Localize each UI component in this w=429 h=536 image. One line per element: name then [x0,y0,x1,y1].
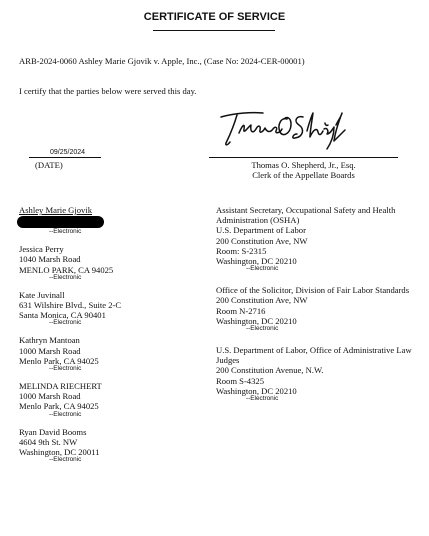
party-name: Assistant Secretary, Occupational Safety and Health Administration (OSHA) [216,205,396,226]
party-city: Menlo Park, CA 94025 [19,355,99,366]
party-entry [19,205,209,235]
date-label: (DATE) [35,160,63,170]
party-entry [19,335,209,372]
party-address: 200 Constitution Ave, NW [216,295,308,306]
party-address: 200 Constitution Ave, NW [216,235,308,246]
party-entry [19,427,209,464]
party-room: Room: S-2315 [216,245,267,256]
service-method: --Electronic [246,325,279,333]
party-entry [19,244,209,281]
page-title: CERTIFICATE OF SERVICE [143,11,286,23]
service-method: --Electronic [246,395,279,403]
party-city: Washington, DC 20210 [216,315,297,326]
date-line [29,157,101,158]
service-method: --Electronic [246,265,279,273]
party-address: 200 Constitution Avenue, N.W. [216,365,324,376]
party-name: Kathryn Mantoan [19,335,80,346]
service-method: --Electronic [49,456,82,464]
party-entry [216,205,416,272]
party-city: Menlo Park, CA 94025 [19,401,99,412]
party-entry [19,290,209,327]
party-entry [216,345,416,402]
party-address: 1000 Marsh Road [19,391,81,402]
party-name: Ryan David Booms [19,426,87,437]
signature-line [209,157,398,158]
handwritten-signature [217,107,347,153]
party-room: Room S-4325 [216,375,264,386]
party-name: Kate Juvinall [19,289,65,300]
signer-block [209,160,398,180]
service-method: --Electronic [49,228,82,236]
party-address: 1000 Marsh Road [19,345,81,356]
party-entry [19,381,209,418]
signer-title: Clerk of the Appellate Boards [252,170,355,181]
service-method: --Electronic [49,273,82,281]
party-address: 1040 Marsh Road [19,254,81,265]
service-method: --Electronic [49,365,82,373]
party-address: 631 Wilshire Blvd., Suite 2-C [19,300,122,311]
signer-name: Thomas O. Shepherd, Jr., Esq. [251,160,356,170]
party-room: Room N-2716 [216,305,266,316]
service-method: --Electronic [49,319,82,327]
party-city: Washington, DC 20011 [19,447,100,458]
party-name: U.S. Department of Labor, Office of Administrative Law Judges [216,345,412,366]
redaction-block [17,216,104,228]
party-entry [216,285,416,332]
service-method: --Electronic [49,410,82,418]
title-underline [153,30,275,31]
case-line: ARB-2024-0060 Ashley Marie Gjovik v. Apple, Inc., (Case No: 2024-CER-00001) [19,56,305,66]
party-name: Jessica Perry [19,244,64,255]
service-list-left [19,205,209,472]
party-department: U.S. Department of Labor [216,225,306,236]
party-name: MELINDA RIECHERT [19,381,102,392]
party-city: MENLO PARK, CA 94025 [19,264,114,275]
party-city: Washington, DC 20210 [216,256,297,267]
party-city: Washington, DC 20210 [216,385,297,396]
party-city: Santa Monica, CA 90401 [19,310,106,321]
date-value: 09/25/2024 [50,149,86,156]
party-address: 4604 9th St. NW [19,436,78,447]
service-list-right [216,205,416,411]
party-name: Ashley Marie Gjovik [19,205,93,215]
party-name: Office of the Solicitor, Division of Fair Labor Standards [216,285,410,296]
certify-statement: I certify that the parties below were served this day. [19,86,197,96]
